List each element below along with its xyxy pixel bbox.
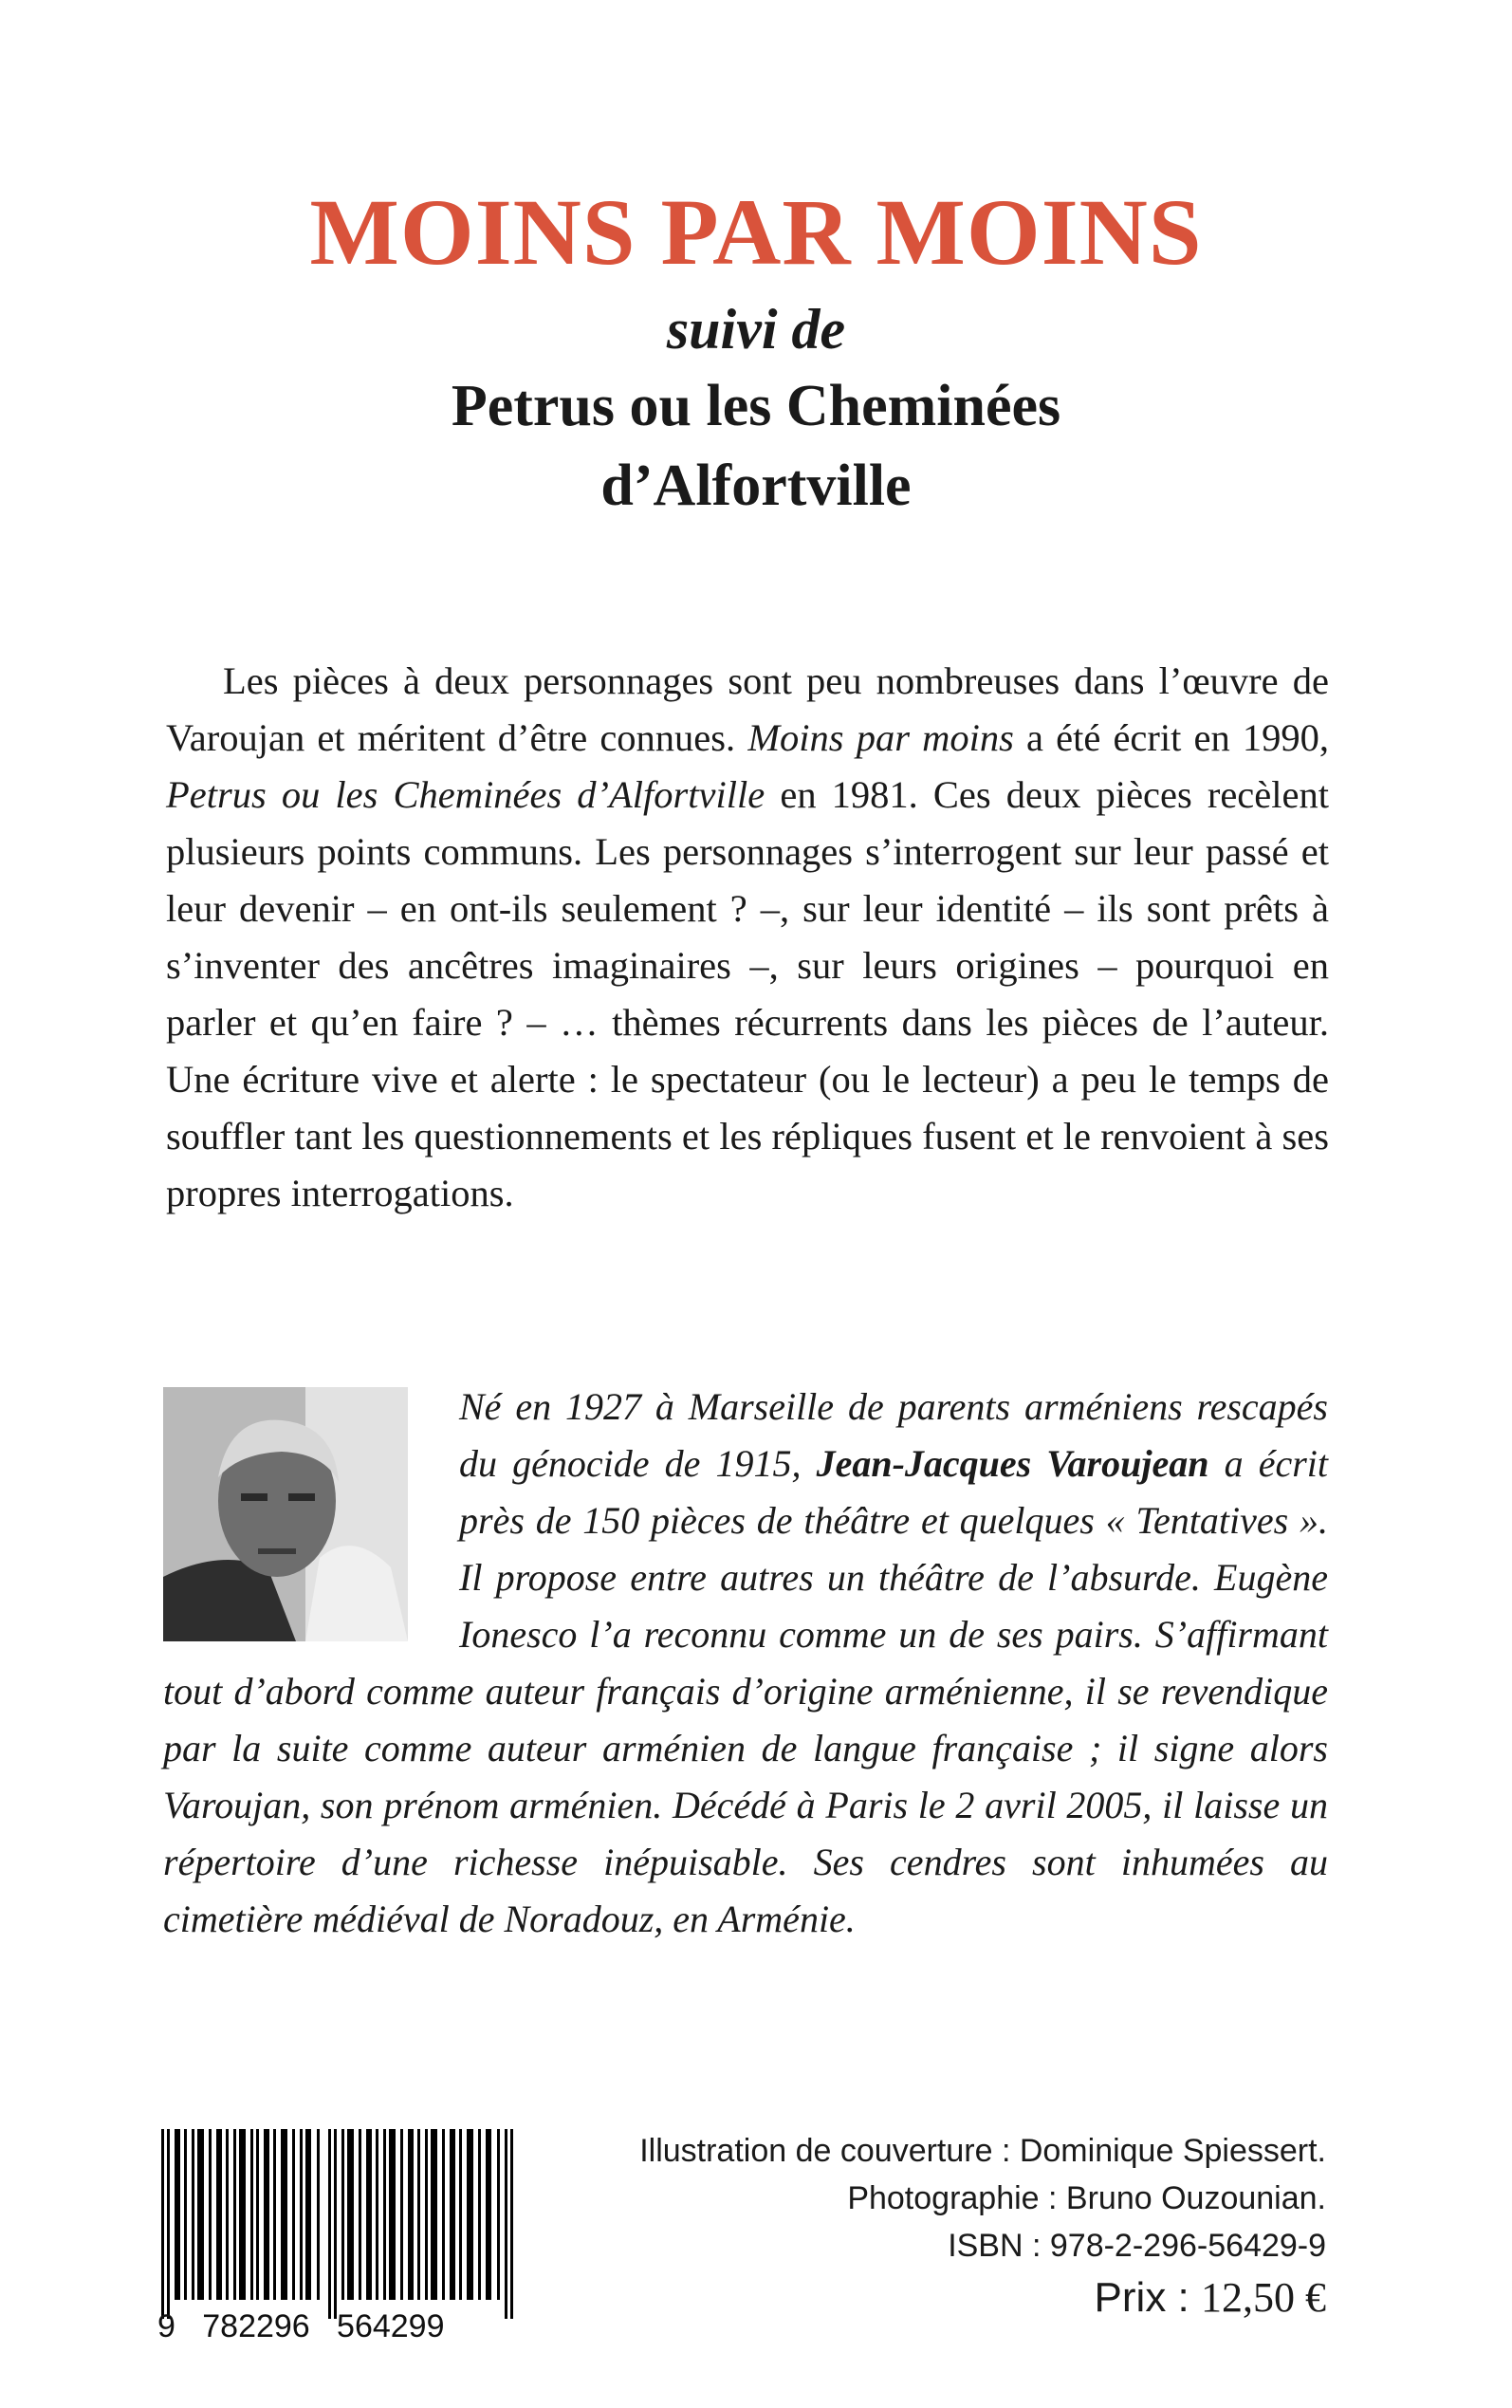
price-value: 12,50 €	[1201, 2274, 1326, 2321]
summary-italic-1: Moins par moins	[747, 716, 1014, 759]
summary-italic-2: Petrus ou les Cheminées d’Alfortville	[166, 773, 765, 816]
credits-block	[472, 2127, 1326, 2269]
suivi-de: suivi de	[666, 298, 846, 361]
author-bio	[163, 1379, 1328, 1948]
summary-text-3: en 1981. Ces deux pièces recèlent plusieurs points communs. Les personnages s’interrogent sur leur passé et leur devenir – en ont-ils seulement ? –, sur leur identité – ils sont prêts à s’inventer des ancêtres imaginaires –, sur leurs origines – pourquoi en parler et qu’en faire ? – … thèmes récurrents dans les pièces de l’auteur. Une écriture vive et alerte : le spectateur (ou le lecteur) a peu le temps de souffler tant les questionnements et les répliques fusent et le renvoient à ses propres interrogations.	[166, 773, 1329, 1214]
book-title: MOINS PAR MOINS	[309, 179, 1203, 285]
summary-paragraph	[166, 653, 1329, 1222]
photo-credit: Photographie : Bruno Ouzounian.	[847, 2180, 1326, 2216]
subtitle-line-2: d’Alfortville	[600, 454, 912, 518]
barcode-digits: 9 782296 564299	[157, 2308, 445, 2344]
price-label: Prix :	[1094, 2274, 1201, 2321]
bio-text-2: a écrit près de 150 pièces de théâtre et quelques « Tentatives ». Il propose entre autres un théâtre de l’absurde. Eugène Ionesco l’a reconnu comme un de ses pairs. S’affirmant tout d’abord comme auteur français d’origine arménienne, il se revendique par la suite comme auteur arménien de langue française ; il signe alors Varoujan, son prénom arménien. Décédé à Paris le 2 avril 2005, il laisse un répertoire d’une richesse inépuisable. Ses cendres sont inhumées au cimetière médiéval de Noradouz, en Arménie.	[163, 1442, 1328, 1940]
summary-text-1: Les pièces à deux personnages sont peu nombreuses dans l’œuvre de Varoujan et méritent d’être connues.	[166, 659, 1329, 759]
price	[852, 2271, 1326, 2325]
isbn: ISBN : 978-2-296-56429-9	[948, 2228, 1326, 2264]
bio-author-name: Jean-Jacques Varoujean	[816, 1442, 1209, 1485]
bio-text-1: Né en 1927 à Marseille de parents arméniens rescapés du génocide de 1915,	[459, 1385, 1328, 1485]
summary-text-2: a été écrit en 1990,	[1013, 716, 1329, 759]
subtitle-line-1: Petrus ou les Cheminées	[451, 374, 1061, 438]
book-subtitle	[0, 366, 1512, 526]
illustration-credit: Illustration de couverture : Dominique Spiessert.	[639, 2133, 1326, 2169]
